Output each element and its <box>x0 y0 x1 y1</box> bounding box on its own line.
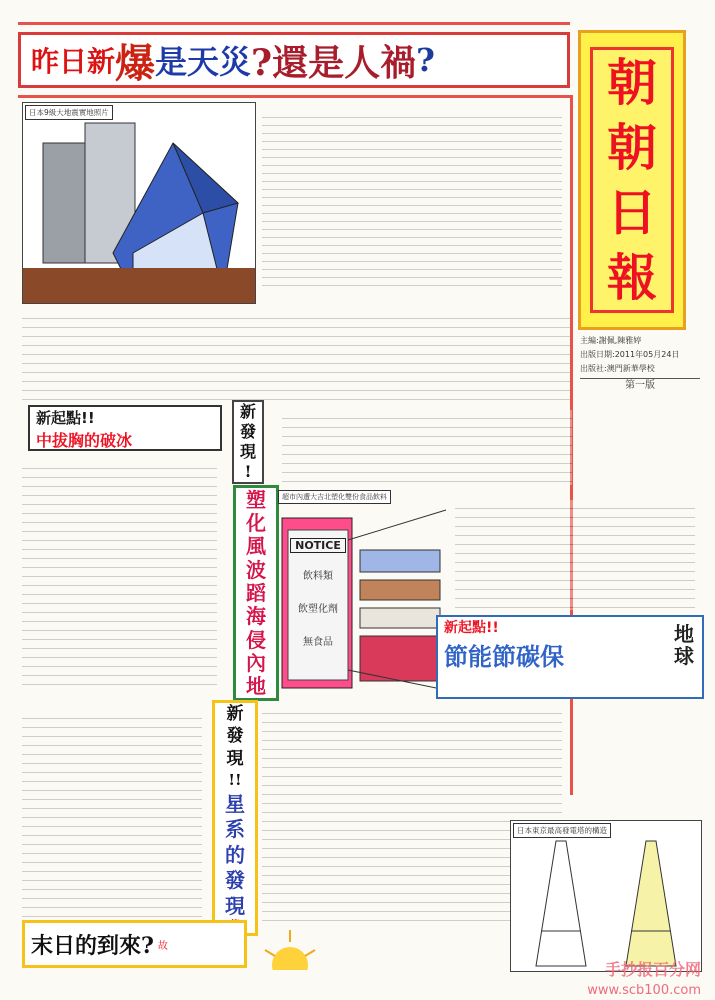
char: 新 <box>226 703 244 724</box>
headline-part5: ? <box>416 41 435 79</box>
plastic-headline <box>233 485 279 701</box>
char: ! <box>244 462 252 481</box>
char: 地 <box>246 674 266 699</box>
headline-part1: 昨日新 <box>31 45 116 78</box>
char: 海 <box>246 604 266 629</box>
banner-side: 地球 <box>674 622 694 668</box>
editor: 主編:謝佩,陳雅婷 <box>580 336 642 345</box>
edition: 第一版 <box>580 378 700 393</box>
collapsed-building-drawing <box>23 103 255 303</box>
new-discovery-2 <box>212 700 258 936</box>
banner-new-start-1 <box>28 405 222 451</box>
headline-divider <box>18 95 570 98</box>
char: 發 <box>225 868 245 893</box>
char: 的 <box>225 842 245 867</box>
char: 塑 <box>246 487 266 512</box>
sun-icon <box>255 920 325 970</box>
char: 新 <box>239 402 256 421</box>
doomsday-suffix: 故 <box>157 940 168 952</box>
masthead-char: 朝 <box>607 52 657 112</box>
article-text-left-lines <box>22 460 217 685</box>
publication-info <box>580 334 700 393</box>
masthead <box>578 30 686 330</box>
earthquake-illustration <box>22 102 256 304</box>
headline-part3: 是天災 <box>155 43 252 81</box>
char: 發 <box>226 726 244 747</box>
headline-part4: ?還是人禍 <box>251 41 417 84</box>
char: 現 <box>226 748 244 769</box>
doomsday-banner <box>22 920 247 968</box>
supermarket-caption: 超市內遭大吉北塑化雙份食品飲料 <box>278 490 391 504</box>
notice-line: 無食品 <box>303 637 333 648</box>
supermarket-illustration <box>278 490 448 695</box>
earthquake-caption: 日本9級大地震實地照片 <box>25 105 113 120</box>
watermark-title: 手抄报百分网 <box>604 960 701 979</box>
char: 內 <box>246 650 266 675</box>
masthead-title <box>590 47 674 313</box>
char: !! <box>228 771 242 790</box>
char: 星 <box>225 791 245 816</box>
watermark-url: www.scb100.com <box>587 983 701 998</box>
banner-title: 中拔胸的破冰 <box>36 431 133 450</box>
banner-label: 新起點!! <box>36 409 95 427</box>
char: 波 <box>246 557 266 582</box>
banner-new-start-2 <box>436 615 704 699</box>
notice-line: 飲料類 <box>303 571 333 582</box>
masthead-char: 朝 <box>607 117 657 177</box>
char: 化 <box>246 510 266 535</box>
masthead-char: 報 <box>607 247 657 307</box>
top-border <box>18 22 570 25</box>
char: 風 <box>246 534 266 559</box>
article-text-middle-lines <box>22 310 570 405</box>
masthead-char: 日 <box>607 182 657 242</box>
char: 侵 <box>246 627 266 652</box>
article-text-plastic-lines <box>282 410 572 485</box>
char: 發 <box>239 422 256 441</box>
char: 系 <box>225 817 245 842</box>
article-text-top-lines <box>262 110 562 290</box>
publish-date: 出版日期:2011年05月24日 <box>580 350 680 359</box>
tower-drawing <box>511 821 701 971</box>
new-discovery-1 <box>232 400 264 484</box>
notice-title: NOTICE <box>290 538 346 553</box>
char: 現 <box>225 893 245 918</box>
notice-board <box>290 538 346 648</box>
article-text-lower-left-lines <box>22 710 202 930</box>
doomsday-title: 末日的到來? <box>31 932 154 959</box>
article-text-right-lines <box>455 500 695 610</box>
char: 現 <box>239 442 256 461</box>
notice-line: 飲塑化劑 <box>298 604 338 615</box>
banner-label: 新起點!! <box>444 620 499 636</box>
char: 蹈 <box>246 580 266 605</box>
publisher: 出版社:澳門新華學校 <box>580 364 655 373</box>
banner-title: 節能節碳保 <box>444 642 564 671</box>
tower-caption: 日本東京最高發電塔的構造 <box>513 823 611 838</box>
tower-illustration <box>510 820 702 972</box>
headline-part2: 爆 <box>115 39 156 87</box>
main-headline <box>18 32 570 88</box>
